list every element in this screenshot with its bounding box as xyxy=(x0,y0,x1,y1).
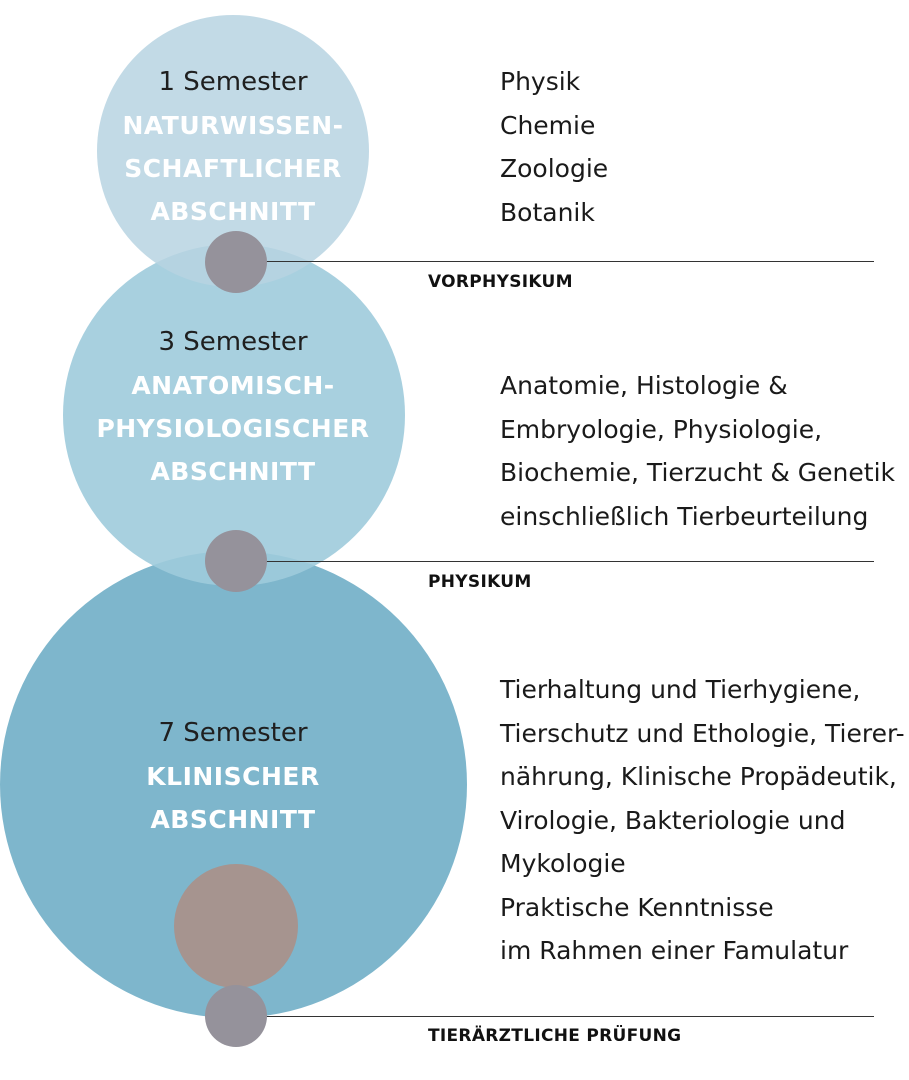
phase-label-clinical xyxy=(53,711,413,841)
exam-line-final xyxy=(236,1016,874,1017)
exam-dot-vorphysikum xyxy=(205,231,267,293)
phase-title xyxy=(53,364,413,493)
subject-item: Embryologie, Physiologie, xyxy=(500,414,823,444)
phase-title-line: SCHAFTLICHER xyxy=(124,154,342,183)
subject-item: Tierhaltung und Tierhygiene, xyxy=(500,675,861,704)
exam-label-physikum: PHYSIKUM xyxy=(428,572,532,592)
phase-title-line: ABSCHNITT xyxy=(150,457,316,486)
subject-list-natural-science xyxy=(500,60,608,234)
subject-item: Physik xyxy=(500,67,581,96)
famulatur-dot xyxy=(174,864,298,988)
exam-dot-physikum xyxy=(205,530,267,592)
subject-item: Botanik xyxy=(500,197,595,227)
semester-count: 7 Semester xyxy=(158,718,308,748)
semester-count: 3 Semester xyxy=(158,327,308,357)
subject-item: Mykologie xyxy=(500,849,626,878)
subject-item: nährung, Klinische Propädeutik, xyxy=(500,762,897,791)
exam-line-vorphysikum xyxy=(236,261,874,262)
phase-title-line: ABSCHNITT xyxy=(150,805,316,834)
phase-label-natural-science xyxy=(53,60,413,233)
phase-title-line: ANATOMISCH- xyxy=(131,371,335,400)
phase-title-line: PHYSIOLOGISCHER xyxy=(96,414,370,443)
subject-item: Anatomie, Histologie & xyxy=(500,371,788,400)
subject-item: Biochemie, Tierzucht & Genetik xyxy=(500,458,895,487)
subject-item: im Rahmen einer Famulatur xyxy=(500,936,849,965)
subject-list-clinical xyxy=(500,668,905,973)
subject-item: Tierschutz und Ethologie, Tierer- xyxy=(500,718,905,748)
phase-title-line: KLINISCHER xyxy=(146,762,320,791)
subject-item: Chemie xyxy=(500,110,596,140)
phase-label-anatomical xyxy=(53,320,413,493)
exam-label-vorphysikum: VORPHYSIKUM xyxy=(428,272,573,292)
exam-dot-final xyxy=(205,985,267,1047)
subject-item: einschließlich Tierbeurteilung xyxy=(500,501,869,531)
exam-label-final: TIERÄRZTLICHE PRÜFUNG xyxy=(428,1026,682,1046)
subject-item: Virologie, Bakteriologie und xyxy=(500,805,846,835)
exam-line-physikum xyxy=(236,561,874,562)
phase-title xyxy=(53,755,413,841)
phase-title-line: ABSCHNITT xyxy=(150,197,316,226)
semester-count: 1 Semester xyxy=(158,67,308,97)
subject-item: Praktische Kenntnisse xyxy=(500,892,774,922)
phase-title-line: NATURWISSEN- xyxy=(122,111,344,140)
subject-item: Zoologie xyxy=(500,154,609,183)
subject-list-anatomical xyxy=(500,364,895,538)
phase-title xyxy=(53,104,413,233)
